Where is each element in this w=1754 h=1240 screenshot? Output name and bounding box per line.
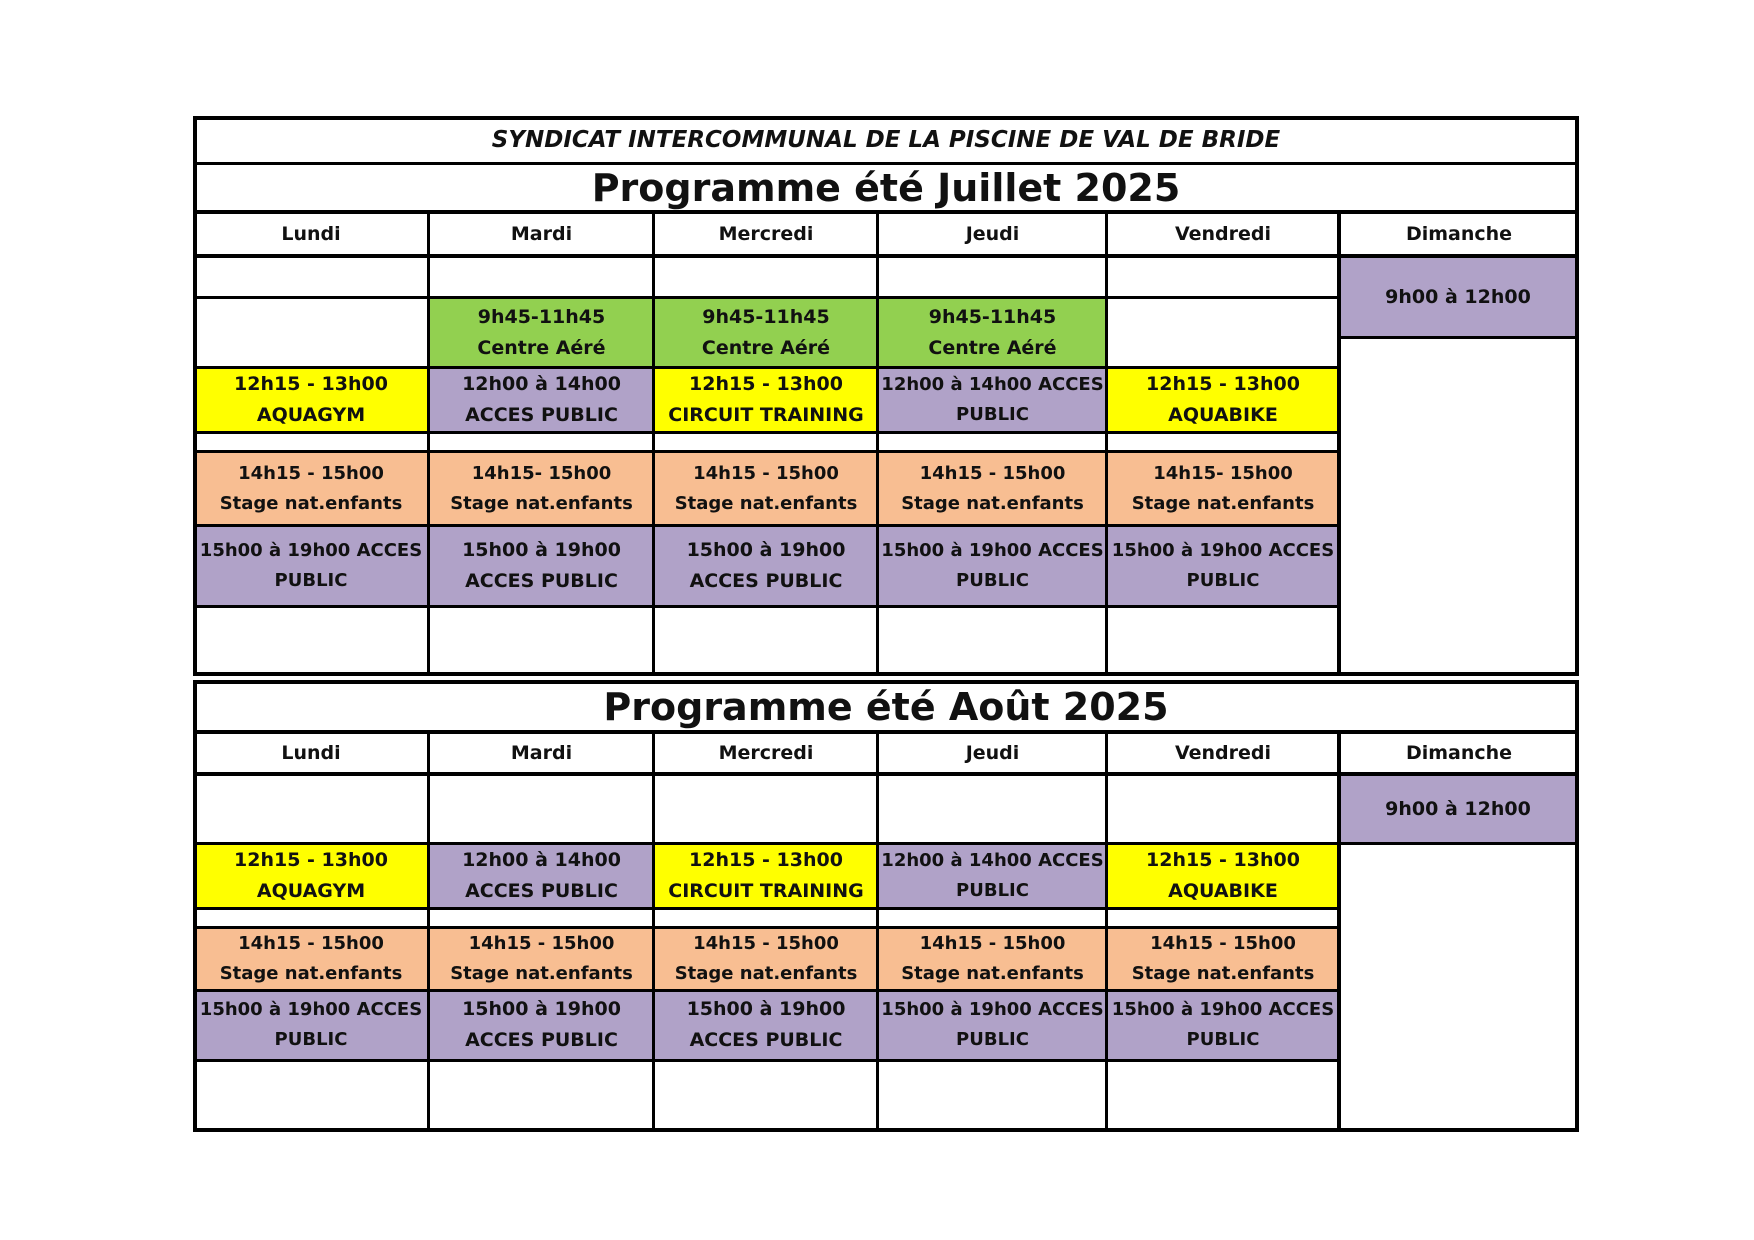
- slot-activity: PUBLIC: [274, 570, 348, 591]
- grid-line: [193, 254, 1579, 258]
- slot-activity: PUBLIC: [956, 1029, 1029, 1050]
- slot-activity: ACCES PUBLIC: [465, 1029, 618, 1051]
- slot-activity: PUBLIC: [956, 880, 1029, 901]
- slot-time: 12h15 - 13h00: [234, 849, 388, 871]
- slot-activity: AQUABIKE: [1168, 404, 1278, 426]
- august-program-title: Programme été Août 2025: [603, 685, 1169, 729]
- slot-time: 14h15- 15h00: [1153, 463, 1293, 484]
- grid-line: [652, 212, 655, 676]
- august-day-vendredi: Vendredi: [1174, 742, 1272, 764]
- slot-time: 15h00 à 19h00 ACCES: [199, 999, 423, 1020]
- grid-line: [193, 842, 1579, 845]
- slot-activity: ACCES PUBLIC: [689, 1029, 843, 1051]
- slot-time: 14h15 - 15h00: [693, 463, 839, 484]
- july-day-jeudi: Jeudi: [965, 223, 1020, 245]
- schedule-sheet: [193, 116, 1579, 1132]
- slot-time: 14h15 - 15h00: [468, 933, 615, 954]
- slot-time: 15h00 à 19h00: [462, 998, 621, 1020]
- slot-activity: ACCES PUBLIC: [465, 880, 618, 902]
- slot-activity: Centre Aéré: [928, 337, 1057, 359]
- grid-line: [193, 772, 1579, 776]
- slot-time: 12h15 - 13h00: [234, 373, 388, 395]
- july-day-mercredi: Mercredi: [718, 223, 814, 245]
- slot-time: 9h45-11h45: [477, 306, 606, 328]
- august-day-dimanche: Dimanche: [1405, 742, 1513, 764]
- slot-time: 14h15 - 15h00: [693, 933, 839, 954]
- august-day-mercredi: Mercredi: [718, 742, 814, 764]
- slot-time: 14h15- 15h00: [471, 463, 612, 484]
- slot-time: 14h15 - 15h00: [1150, 933, 1296, 954]
- slot-activity: AQUABIKE: [1168, 880, 1278, 902]
- grid-line: [1337, 732, 1341, 1132]
- grid-line: [1339, 336, 1579, 339]
- slot-activity: PUBLIC: [1186, 1029, 1260, 1050]
- july-program-title: Programme été Juillet 2025: [591, 166, 1181, 210]
- slot-time: 15h00 à 19h00: [462, 539, 621, 561]
- slot-activity: Stage nat.enfants: [1131, 493, 1315, 514]
- august-sunday-slot-time: 9h00 à 12h00: [1385, 797, 1531, 820]
- slot-activity: ACCES PUBLIC: [465, 404, 618, 426]
- grid-line: [876, 732, 879, 1132]
- grid-line: [193, 162, 1579, 165]
- july-sunday-slot-time: 9h00 à 12h00: [1385, 285, 1531, 308]
- grid-line: [193, 296, 1341, 299]
- slot-time: 15h00 à 19h00 ACCES: [881, 540, 1104, 561]
- slot-activity: Centre Aéré: [701, 337, 831, 359]
- slot-time: 15h00 à 19h00 ACCES: [881, 999, 1104, 1020]
- slot-activity: ACCES PUBLIC: [465, 570, 618, 592]
- slot-time: 15h00 à 19h00 ACCES: [1111, 540, 1335, 561]
- slot-time: 12h15 - 13h00: [689, 849, 843, 871]
- slot-time: 15h00 à 19h00 ACCES: [199, 540, 423, 561]
- july-day-mardi: Mardi: [510, 223, 573, 245]
- july-day-dimanche: Dimanche: [1405, 223, 1513, 245]
- slot-time: 12h00 à 14h00 ACCES: [881, 374, 1104, 395]
- grid-line: [193, 210, 1579, 214]
- grid-line: [193, 989, 1341, 992]
- grid-line: [876, 212, 879, 676]
- grid-line: [193, 431, 1341, 434]
- slot-time: 9h45-11h45: [702, 306, 830, 328]
- slot-time: 12h00 à 14h00: [462, 373, 621, 395]
- grid-line: [1337, 212, 1341, 676]
- slot-time: 12h00 à 14h00: [462, 849, 621, 871]
- slot-activity: Stage nat.enfants: [901, 493, 1084, 514]
- slot-activity: Stage nat.enfants: [450, 963, 633, 984]
- grid-line: [193, 524, 1341, 527]
- slot-activity: PUBLIC: [956, 570, 1029, 591]
- grid-line: [193, 1059, 1341, 1062]
- grid-line: [427, 732, 430, 1132]
- slot-time: 14h15 - 15h00: [238, 933, 384, 954]
- grid-line: [193, 450, 1341, 453]
- grid-line: [193, 926, 1341, 929]
- organization-title: SYNDICAT INTERCOMMUNAL DE LA PISCINE DE VAL DE BRIDE: [491, 127, 1281, 153]
- slot-activity: Stage nat.enfants: [1131, 963, 1315, 984]
- slot-activity: PUBLIC: [1186, 570, 1260, 591]
- slot-activity: Centre Aéré: [477, 337, 606, 359]
- slot-time: 15h00 à 19h00 ACCES: [1111, 999, 1335, 1020]
- slot-time: 9h45-11h45: [928, 306, 1057, 328]
- slot-activity: Stage nat.enfants: [674, 493, 858, 514]
- grid-line: [193, 907, 1341, 910]
- slot-activity: Stage nat.enfants: [219, 963, 403, 984]
- grid-line: [652, 732, 655, 1132]
- slot-activity: PUBLIC: [274, 1029, 348, 1050]
- slot-time: 12h00 à 14h00 ACCES: [881, 850, 1104, 871]
- slot-time: 14h15 - 15h00: [919, 933, 1066, 954]
- july-day-vendredi: Vendredi: [1174, 223, 1272, 245]
- slot-activity: PUBLIC: [956, 404, 1029, 425]
- slot-time: 14h15 - 15h00: [238, 463, 384, 484]
- slot-activity: CIRCUIT TRAINING: [668, 404, 864, 426]
- slot-activity: ACCES PUBLIC: [689, 570, 843, 592]
- august-table-frame: [193, 680, 1579, 1132]
- august-day-mardi: Mardi: [510, 742, 573, 764]
- slot-activity: Stage nat.enfants: [450, 493, 633, 514]
- slot-time: 12h15 - 13h00: [1146, 373, 1300, 395]
- slot-time: 15h00 à 19h00: [686, 998, 846, 1020]
- grid-line: [193, 366, 1341, 369]
- august-day-lundi: Lundi: [281, 742, 341, 764]
- slot-activity: AQUAGYM: [256, 880, 366, 902]
- grid-line: [193, 605, 1341, 608]
- august-day-jeudi: Jeudi: [965, 742, 1020, 764]
- slot-activity: CIRCUIT TRAINING: [668, 880, 864, 902]
- grid-line: [193, 730, 1579, 734]
- slot-time: 12h15 - 13h00: [1146, 849, 1300, 871]
- slot-activity: Stage nat.enfants: [901, 963, 1084, 984]
- grid-line: [427, 212, 430, 676]
- slot-activity: Stage nat.enfants: [219, 493, 403, 514]
- slot-activity: AQUAGYM: [256, 404, 366, 426]
- slot-time: 12h15 - 13h00: [689, 373, 843, 395]
- july-table-frame: [193, 116, 1579, 676]
- grid-line: [1105, 212, 1108, 676]
- july-day-lundi: Lundi: [281, 223, 341, 245]
- slot-time: 14h15 - 15h00: [919, 463, 1066, 484]
- slot-time: 15h00 à 19h00: [686, 539, 846, 561]
- slot-activity: Stage nat.enfants: [674, 963, 858, 984]
- grid-line: [1105, 732, 1108, 1132]
